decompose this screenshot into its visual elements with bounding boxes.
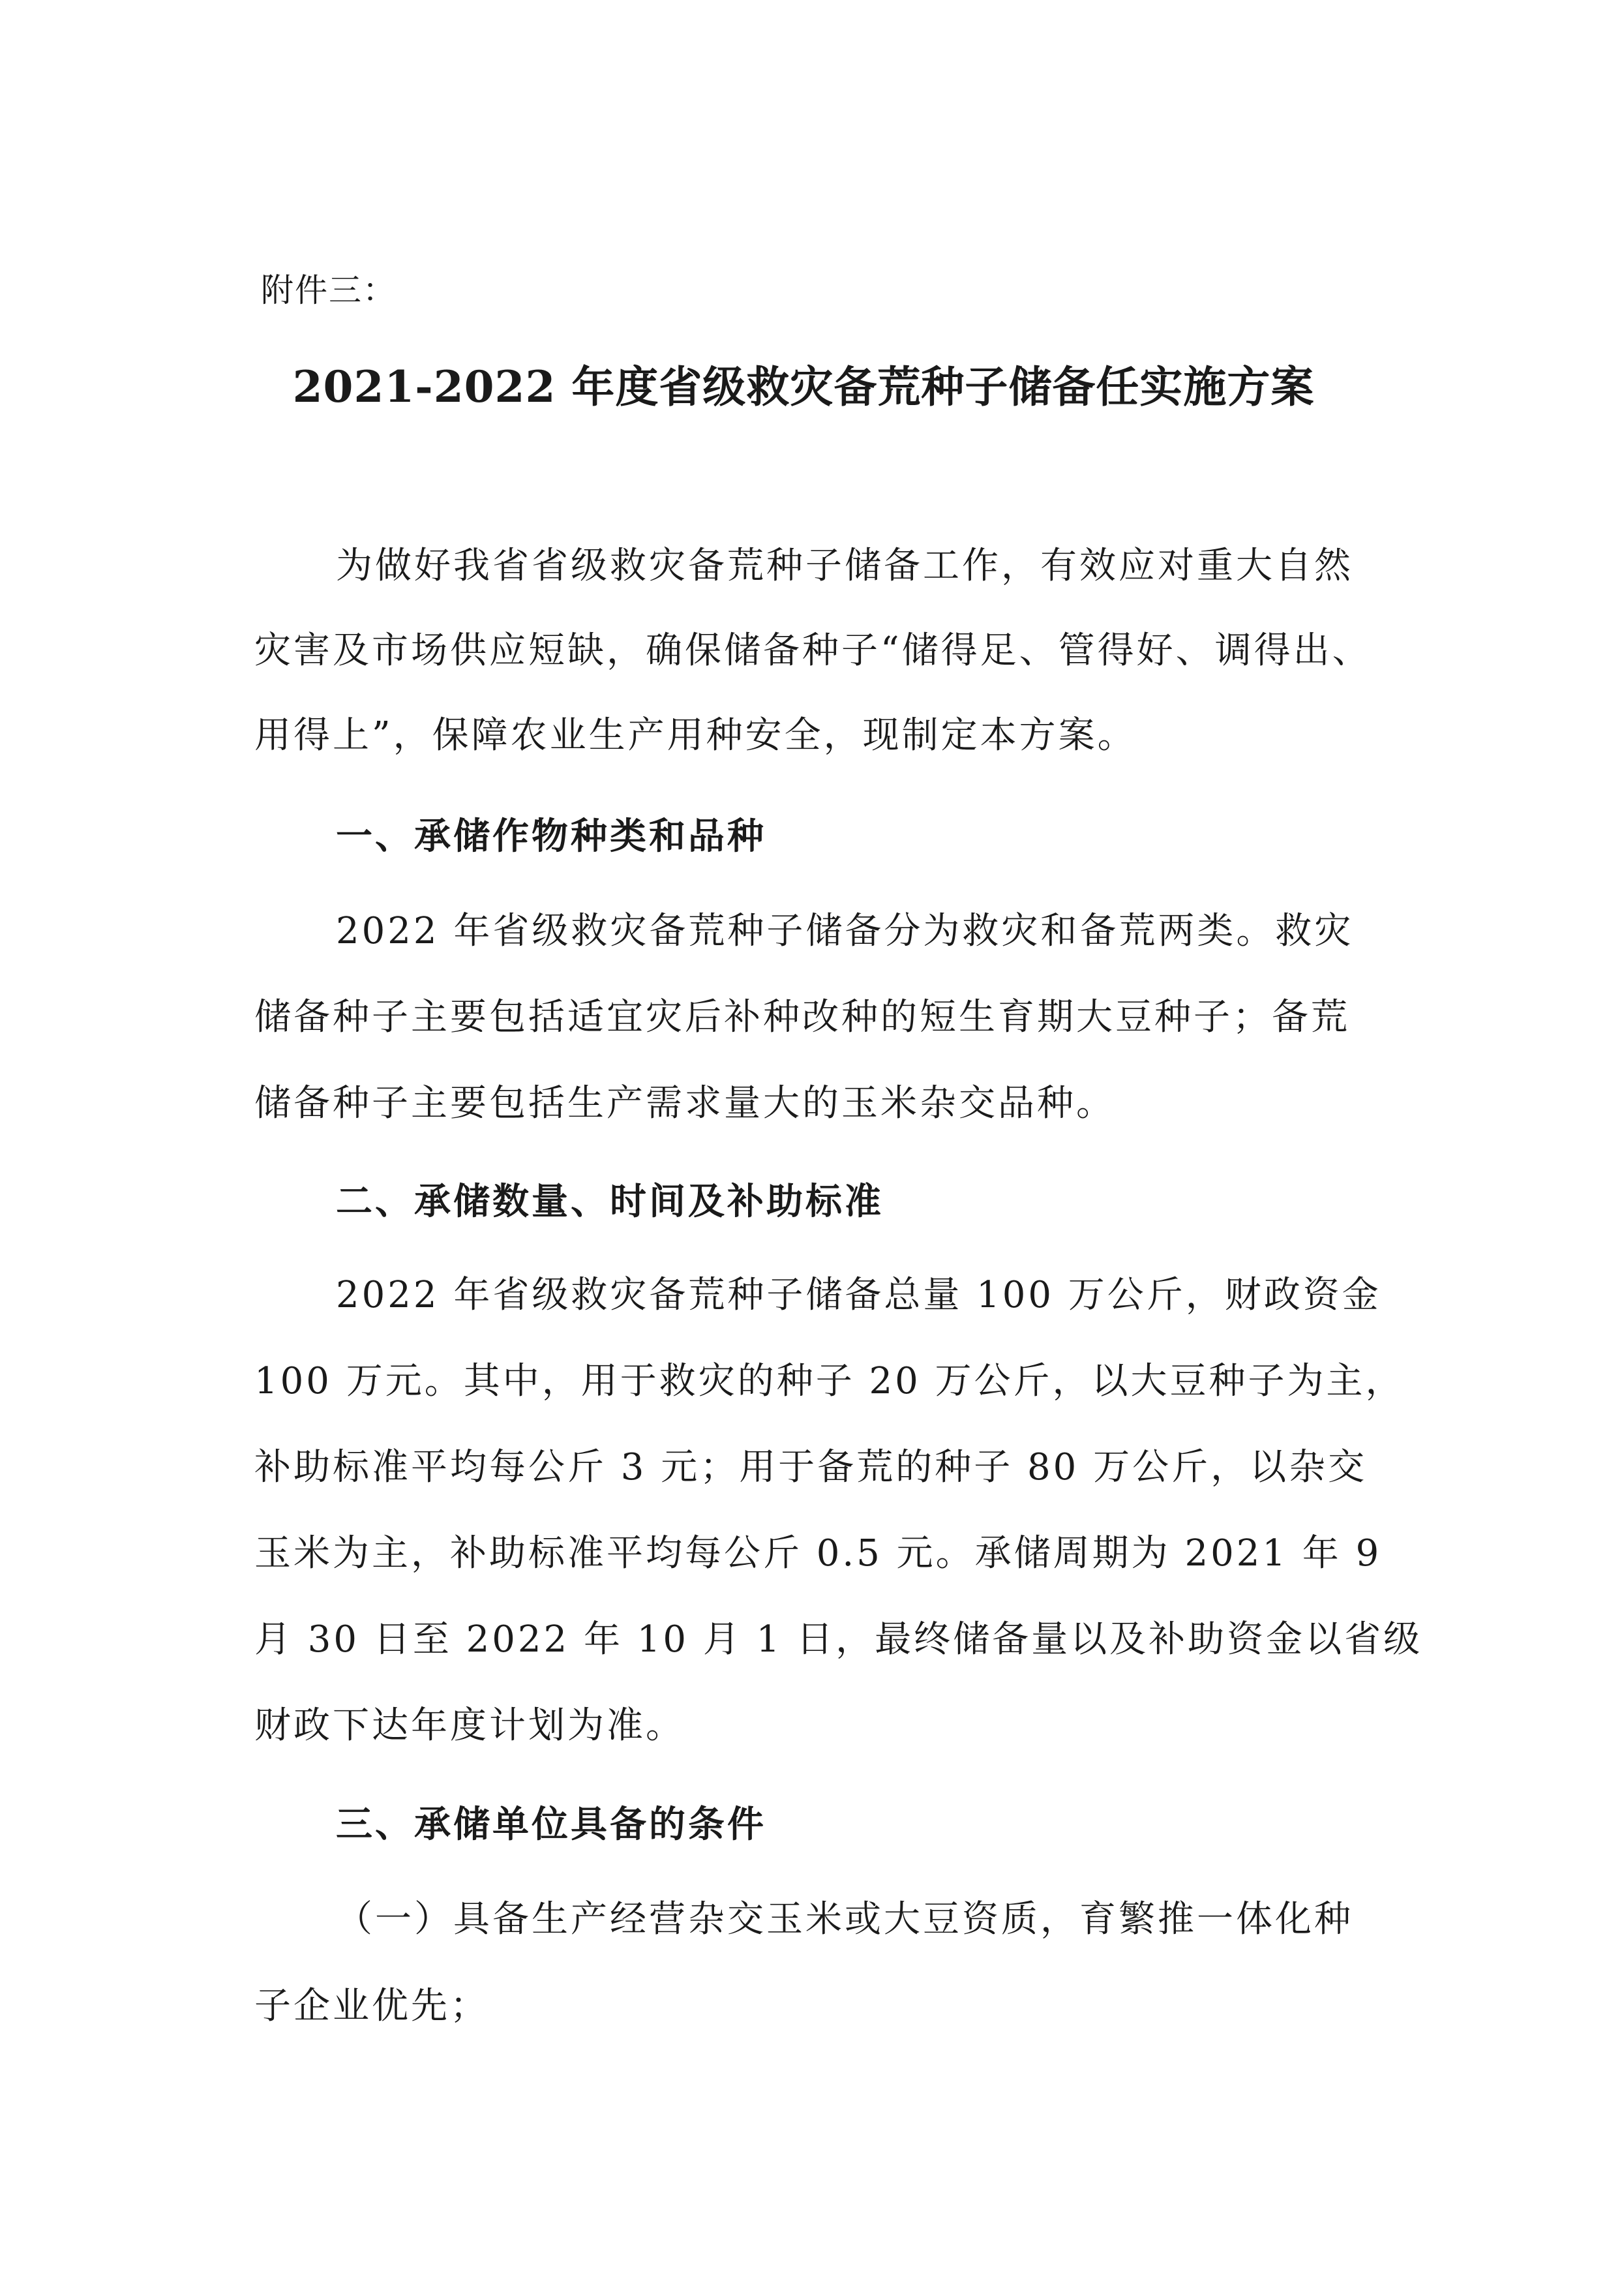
paragraph-intro-line-3: 用得上”，保障农业生产用种安全，现制定本方案。	[254, 714, 1137, 757]
section-2-line-4: 玉米为主，补助标准平均每公斤 0.5 元。承储周期为 2021 年 9	[254, 1532, 1382, 1575]
section-2-line-3: 补助标准平均每公斤 3 元；用于备荒的种子 80 万公斤，以杂交	[254, 1446, 1368, 1488]
section-1-line-3: 储备种子主要包括生产需求量大的玉米杂交品种。	[254, 1082, 1115, 1125]
section-2-line-1: 2022 年省级救灾备荒种子储备总量 100 万公斤，财政资金	[336, 1274, 1381, 1316]
paragraph-intro-line-2: 灾害及市场供应短缺，确保储备种子“储得足、管得好、调得出、	[254, 629, 1372, 672]
section-heading-3: 三、承储单位具备的条件	[336, 1804, 766, 1846]
document-title: 2021-2022 年度省级救灾备荒种子储备任实施方案	[292, 361, 1315, 412]
paragraph-intro-line-1: 为做好我省省级救灾备荒种子储备工作，有效应对重大自然	[336, 545, 1353, 587]
section-2-line-2: 100 万元。其中，用于救灾的种子 20 万公斤，以大豆种子为主，	[254, 1360, 1405, 1402]
section-3-line-1: （一）具备生产经营杂交玉米或大豆资质，育繁推一体化种	[336, 1898, 1353, 1941]
section-3-line-2: 子企业优先；	[254, 1985, 489, 2027]
section-2-line-5: 月 30 日至 2022 年 10 月 1 日，最终储备量以及补助资金以省级	[254, 1618, 1423, 1661]
section-1-line-2: 储备种子主要包括适宜灾后补种改种的短生育期大豆种子；备荒	[254, 996, 1350, 1038]
section-2-line-6: 财政下达年度计划为准。	[254, 1704, 685, 1747]
attachment-label: 附件三：	[261, 271, 397, 309]
section-heading-2: 二、承储数量、时间及补助标准	[336, 1181, 884, 1223]
section-1-line-1: 2022 年省级救灾备荒种子储备分为救灾和备荒两类。救灾	[336, 910, 1354, 952]
section-heading-1: 一、承储作物种类和品种	[336, 815, 766, 858]
